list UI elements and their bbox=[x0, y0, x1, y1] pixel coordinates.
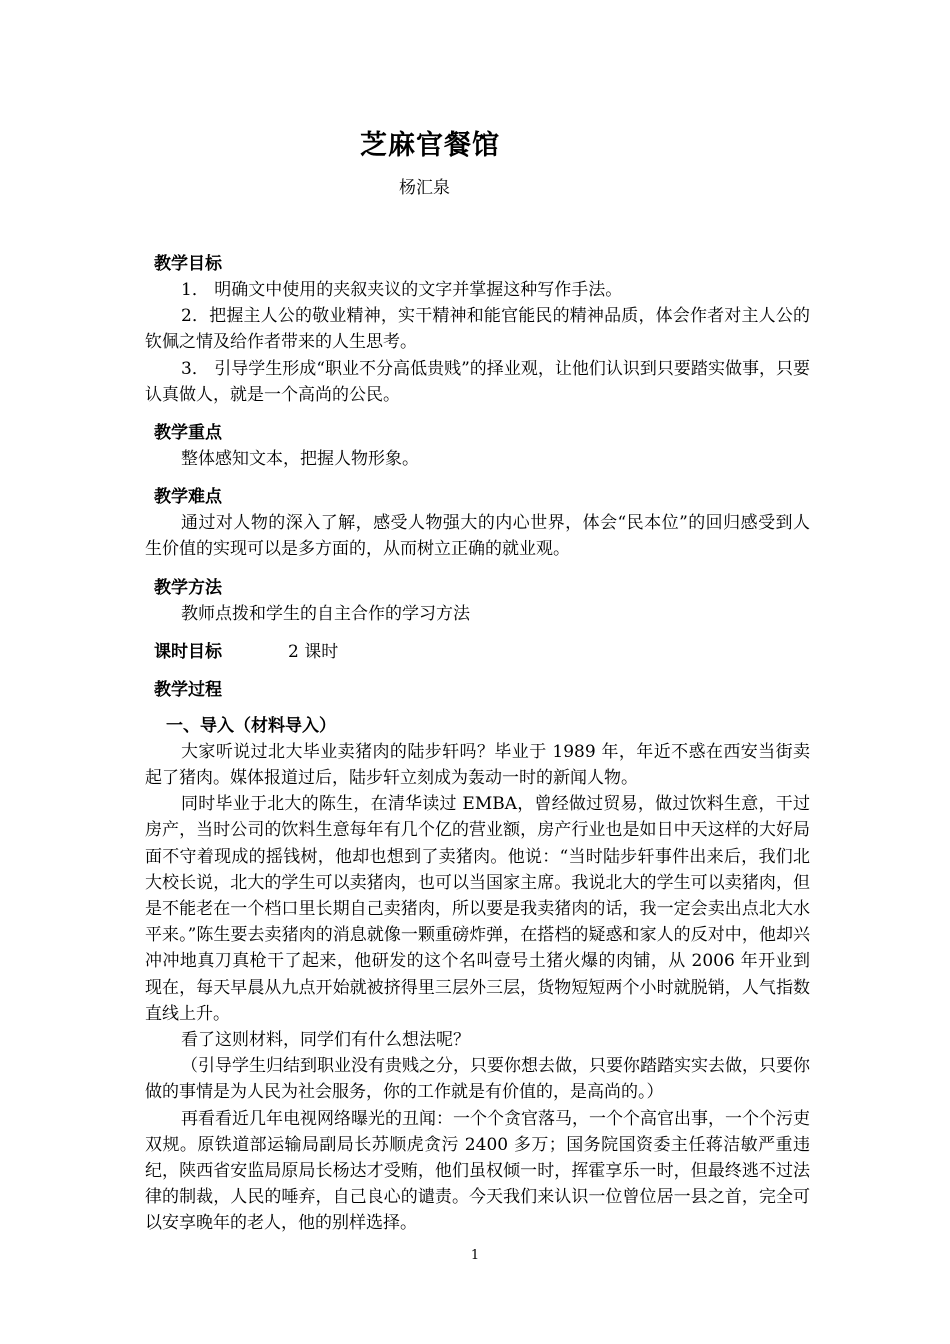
key-points-text: 整体感知文本，把握人物形象。 bbox=[181, 449, 419, 470]
difficulties-text: 通过对人物的深入了解，感受人物强大的内心世界，体会“民本位”的回归感受到人生价值的实现可以是多方面的，从而树立正确的就业观。 bbox=[145, 513, 810, 560]
section-heading-goals: 教学目标 bbox=[154, 254, 222, 274]
intro-paragraph-3: 看了这则材料，同学们有什么想法呢？ bbox=[181, 1030, 470, 1051]
intro-paragraph-2: 同时毕业于北大的陈生，在清华读过 EMBA，曾经做过贸易，做过饮料生意，干过房产，当时公司的饮料生意每年有几个亿的营业额，房产行业也是如日中天这样的大好局面不守着现成的摇钱树，他却也想到了卖猪肉。他说：“当时陆步轩事件出来后，我们北大校长说，北大的学生可以卖猪肉，也可以当国家主席。我说北大的学生可以卖猪肉，但是不能老在一个档口里长期自己卖猪肉，所以要是我卖猪肉的话，我一定会卖出点北大水平来。”陈生要去卖猪肉的消息就像一颗重磅炸弹，在搭档的疑惑和家人的反对中，他却兴冲冲地真刀真枪干了起来，他研发的这个名叫壹号土猪火爆的肉铺，从 2006 年开业到现在，每天早晨从九点开始就被挤得里三层外三层，货物短短两个小时就脱销，人气指数直线上升。 bbox=[145, 794, 810, 1024]
lesson-hours-label: 课时目标 bbox=[154, 641, 222, 662]
section-heading-process: 教学过程 bbox=[154, 679, 222, 700]
section-heading-key-points: 教学重点 bbox=[154, 423, 222, 444]
section-heading-difficulties: 教学难点 bbox=[154, 487, 222, 508]
intro-paragraph-1: 大家听说过北大毕业卖猪肉的陆步轩吗？毕业于 1989 年，年近不惑在西安当街卖起了猪肉。媒体报道过后，陆步轩立刻成为轰动一时的新闻人物。 bbox=[145, 741, 810, 789]
section-heading-methods: 教学方法 bbox=[154, 577, 222, 598]
author-name: 杨汇泉 bbox=[399, 178, 450, 198]
intro-paragraph-4: （引导学生归结到职业没有贵贱之分，只要你想去做，只要你踏踏实实去做，只要你做的事情是为人民为社会服务，你的工作就是有价值的，是高尚的。） bbox=[145, 1056, 810, 1103]
lesson-hours-value: 2 课时 bbox=[288, 641, 339, 662]
lesson-hours-row bbox=[145, 639, 810, 665]
methods-text: 教师点拨和学生的自主合作的学习方法 bbox=[181, 603, 470, 624]
goal-item-2: 2．把握主人公的敬业精神，实干精神和能官能民的精神品质，体会作者对主人公的钦佩之情及给作者带来的人生思考。 bbox=[145, 306, 810, 353]
intro-paragraph-5: 再看看近几年电视网络曝光的丑闻：一个个贪官落马，一个个高官出事，一个个污吏双规。原铁道部运输局副局长苏顺虎贪污 2400 多万；国务院国资委主任蒋洁敏严重违纪，陕西省安监局原局长杨达才受贿，他们虽权倾一时，挥霍享乐一时，但最终逃不过法律的制裁，人民的唾弃，自己良心的谴责。今天我们来认识一位曾位居一县之首，完全可以安享晚年的老人，他的别样选择。 bbox=[145, 1108, 810, 1234]
goal-item-1: 1． 明确文中使用的夹叙夹议的文字并掌握这种写作手法。 bbox=[181, 280, 623, 300]
document-body bbox=[145, 251, 810, 1237]
page-number: 1 bbox=[470, 1248, 480, 1263]
intro-heading: 一、导入（材料导入） bbox=[166, 715, 336, 736]
goal-item-3: 3． 引导学生形成“职业不分高低贵贱”的择业观，让他们认识到只要踏实做事，只要认真做人，就是一个高尚的公民。 bbox=[145, 358, 810, 405]
document-title: 芝麻官餐馆 bbox=[360, 130, 500, 161]
